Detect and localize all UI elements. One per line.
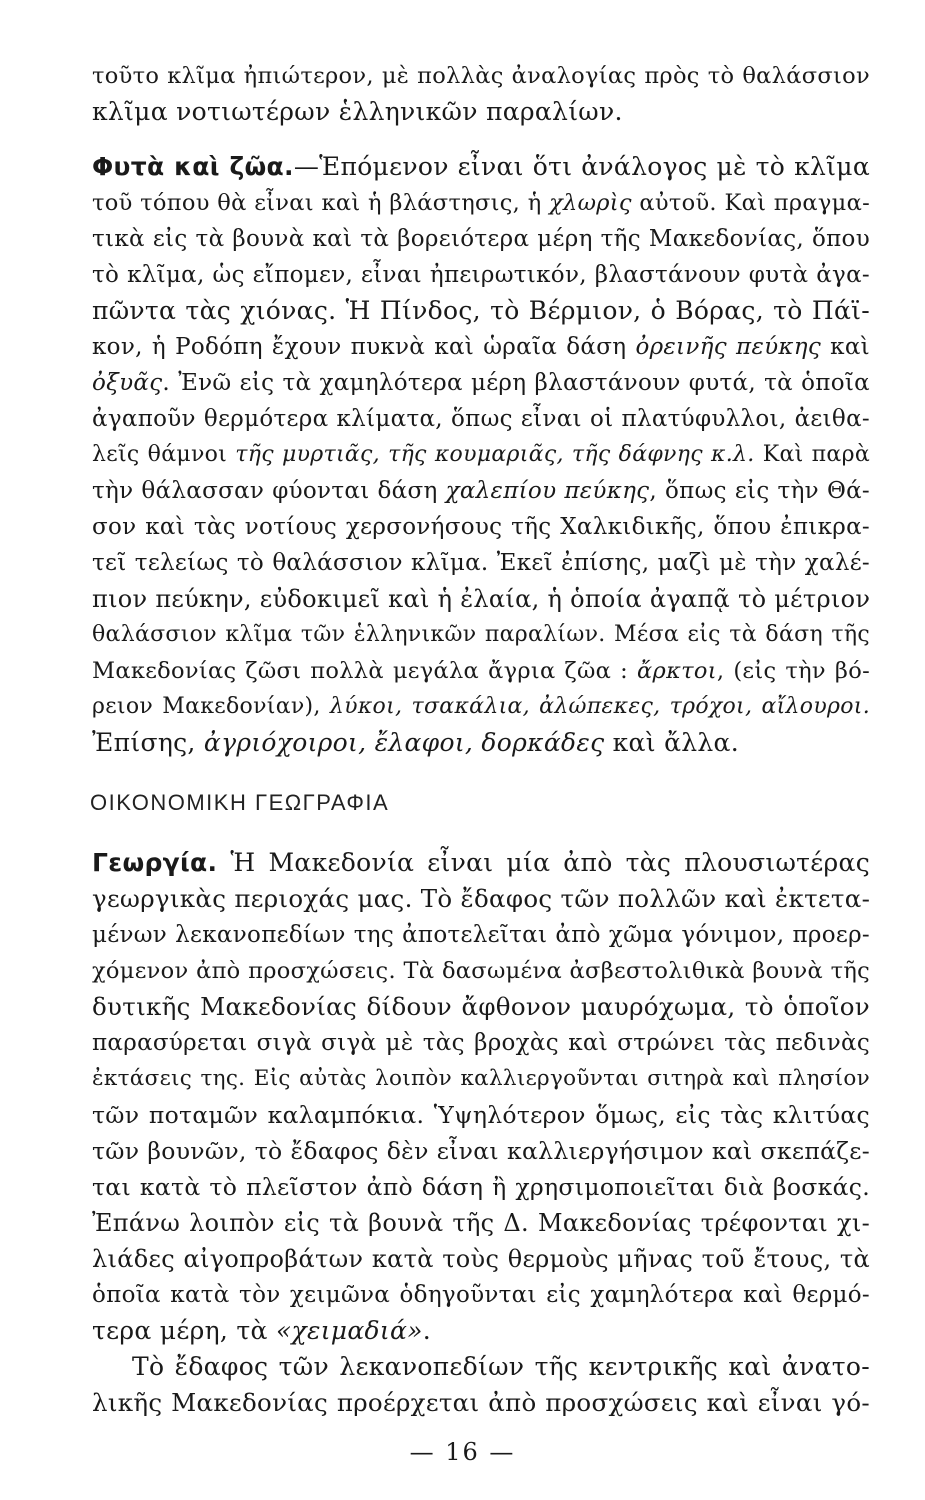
text-line: τικὰ εἰς τὰ βουνὰ καὶ τὰ βορειότερα μέρη τῆς Μακεδονίας, ὅπου <box>92 226 870 252</box>
text-span: —Ἑπόμενον εἶναι ὅτι ἀνάλογος μὲ τὸ κλῖμα <box>293 152 870 181</box>
italic-term: «χειμαδιά» <box>275 1316 423 1345</box>
text-line <box>92 329 870 365</box>
flora-fauna-heading: Φυτὰ καὶ ζῶα. <box>92 152 294 181</box>
text-line <box>92 437 870 473</box>
text-line: ται κατὰ τὸ πλεῖστον ἀπὸ δάση ἢ χρησιμοποιεῖται διὰ βοσκάς. <box>92 1173 870 1201</box>
text-line <box>92 689 870 725</box>
text-line: Ἐπάνω λοιπὸν εἰς τὰ βουνὰ τῆς Δ. Μακεδονίας τρέφονται χι- <box>92 1209 870 1237</box>
text-span: ρειον Μακεδονίαν), <box>92 694 330 719</box>
italic-term: ὀρεινῆς πεύκης <box>635 334 822 360</box>
text-line: τεῖ τελείως τὸ θαλάσσιον κλῖμα. Ἐκεῖ ἐπίσης, μαζὶ μὲ τὴν χαλέ- <box>92 550 870 576</box>
text-line <box>92 365 870 401</box>
text-line: τοῦτο κλῖμα ἠπιώτερον, μὲ πολλὰς ἀναλογίας πρὸς τὸ θαλάσσιον <box>92 63 870 89</box>
text-line: λιάδες αἰγοπροβάτων κατὰ τοὺς θερμοὺς μῆνας τοῦ ἔτους, τὰ <box>92 1245 870 1273</box>
text-line: τὸ κλῖμα, ὡς εἴπομεν, εἶναι ἠπειρωτικόν, βλαστάνουν φυτὰ ἀγα- <box>92 262 870 288</box>
text-line: πῶντα τὰς χιόνας. Ἡ Πίνδος, τὸ Βέρμιον, ὁ Βόρας, τὸ Πάϊ- <box>92 296 870 325</box>
text-span: Καὶ παρὰ <box>754 442 870 467</box>
page-number: — 16 — <box>409 1438 516 1466</box>
italic-term: ἄρκτοι <box>637 658 717 684</box>
text-line <box>92 185 870 221</box>
text-span: . <box>422 1316 432 1345</box>
text-line <box>92 149 870 185</box>
text-line <box>92 845 870 881</box>
text-line <box>92 1313 870 1349</box>
text-line: τῶν βουνῶν, τὸ ἔδαφος δὲν εἶναι καλλιεργήσιμον καὶ σκεπάζε- <box>92 1137 870 1165</box>
text-span: Ἡ Μακεδονία εἶναι μία ἀπὸ τὰς πλουσιωτέρας <box>217 848 870 877</box>
text-line: παρασύρεται σιγὰ σιγὰ μὲ τὰς βροχὰς καὶ στρώνει τὰς πεδινὰς <box>92 1030 870 1056</box>
text-line: πιον πεύκην, εὐδοκιμεῖ καὶ ἡ ἐλαία, ἡ ὁποία ἀγαπᾷ τὸ μέτριον <box>92 585 870 613</box>
text-span: Μακεδονίας ζῶσι πολλὰ μεγάλα ἄγρια ζῶα : <box>92 658 638 684</box>
text-line: μένων λεκανοπεδίων της ἀποτελεῖται ἀπὸ χῶμα γόνιμον, προερ- <box>92 922 870 948</box>
text-line: δυτικῆς Μακεδονίας δίδουν ἄφθονον μαυρόχωμα, τὸ ὁποῖον <box>92 992 870 1021</box>
text-span: καὶ ἄλλα. <box>604 728 739 757</box>
text-line: Τὸ ἔδαφος τῶν λεκανοπεδίων τῆς κεντρικῆς καὶ ἀνατο- <box>132 1352 870 1381</box>
text-line: ὁποῖα κατὰ τὸν χειμῶνα ὁδηγοῦνται εἰς χαμηλότερα καὶ θερμό- <box>92 1282 870 1308</box>
text-line: σον καὶ τὰς νοτίους χερσονήσους τῆς Χαλκιδικῆς, ὅπου ἐπικρα- <box>92 514 870 540</box>
italic-term: λύκοι, τσακάλια, ἀλώπεκες, τρόχοι, αἴλουροι. <box>329 694 870 719</box>
italic-term: χαλεπίου πεύκης <box>445 478 650 504</box>
text-line <box>92 725 870 761</box>
text-line: κλῖμα νοτιωτέρων ἑλληνικῶν παραλίων. <box>92 97 623 126</box>
text-span: τὴν θάλασσαν φύονται δάση <box>92 478 446 504</box>
text-line: ἐκτάσεις της. Εἰς αὐτὰς λοιπὸν καλλιεργοῦνται σιτηρὰ καὶ πλησίον <box>92 1066 870 1091</box>
text-span: τοῦ τόπου θὰ εἶναι καὶ ἡ βλάστησις, ἡ <box>92 190 550 216</box>
text-span: , (εἰς τὴν βό- <box>716 658 870 684</box>
text-span: τερα μέρη, τὰ <box>92 1316 276 1345</box>
text-span: καὶ <box>821 334 870 360</box>
text-line <box>92 653 870 689</box>
text-span: Ἐπίσης, <box>92 728 204 757</box>
text-span: αὐτοῦ. Καὶ πραγμα- <box>631 190 870 216</box>
italic-term: χλωρὶς <box>549 190 632 216</box>
text-line: θαλάσσιον κλῖμα τῶν ἑλληνικῶν παραλίων. Μέσα εἰς τὰ δάση τῆς <box>92 622 870 647</box>
agriculture-heading: Γεωργία. <box>92 848 218 877</box>
text-line <box>92 473 870 509</box>
text-line: ἀγαποῦν θερμότερα κλίματα, ὅπως εἶναι οἱ πλατύφυλλοι, ἀειθα- <box>92 406 870 432</box>
text-span: κον, ἡ Ροδόπη ἔχουν πυκνὰ καὶ ὡραῖα δάση <box>92 334 636 360</box>
italic-term: ὀξυᾶς <box>92 370 163 396</box>
text-line: τῶν ποταμῶν καλαμπόκια. Ὑψηλότερον ὅμως, εἰς τὰς κλιτύας <box>92 1101 870 1129</box>
section-title: ΟΙΚΟΝΟΜΙΚΗ ΓΕΩΓΡΑΦΙΑ <box>90 790 390 815</box>
text-span: λεῖς θάμνοι <box>92 442 236 467</box>
text-span: . Ἐνῶ εἰς τὰ χαμηλότερα μέρη βλαστάνουν φυτά, τὰ ὁποῖα <box>162 370 870 396</box>
text-span: , ὅπως εἰς τὴν Θά- <box>649 478 870 504</box>
text-line: χόμενον ἀπὸ προσχώσεις. Τὰ δασωμένα ἀσβεστολιθικὰ βουνὰ τῆς <box>92 958 870 984</box>
italic-term: τῆς μυρτιᾶς, τῆς κουμαριᾶς, τῆς δάφνης κ.λ. <box>235 442 755 467</box>
italic-term: ἀγριόχοιροι, ἔλαφοι, δορκάδες <box>203 728 605 757</box>
text-line: λικῆς Μακεδονίας προέρχεται ἀπὸ προσχώσεις καὶ εἶναι γό- <box>92 1388 870 1417</box>
text-line: γεωργικὰς περιοχάς μας. Τὸ ἔδαφος τῶν πολλῶν καὶ ἐκτετα- <box>92 884 870 913</box>
